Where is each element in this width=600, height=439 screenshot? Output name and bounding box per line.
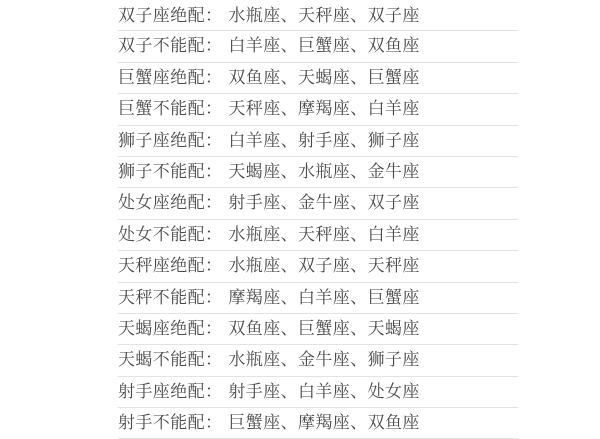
list-item-value: 白羊座、射手座、狮子座 <box>228 130 420 151</box>
list-item-label: 狮子不能配： <box>118 161 223 182</box>
list-item-label: 双子座绝配： <box>118 6 223 26</box>
list-item <box>118 94 518 125</box>
list-item-value: 天蝎座、水瓶座、金牛座 <box>228 161 420 182</box>
list-item-value: 水瓶座、天秤座、双子座 <box>228 6 420 26</box>
list-item <box>118 408 518 439</box>
list-item-value: 射手座、金牛座、双子座 <box>228 193 420 214</box>
list-item-value: 摩羯座、白羊座、巨蟹座 <box>228 287 420 308</box>
list-item-label: 射手不能配： <box>118 413 223 434</box>
top-edge-mask <box>0 0 600 2</box>
list-item-label: 天秤不能配： <box>118 287 223 308</box>
list-item-label: 巨蟹不能配： <box>118 99 223 120</box>
list-item-value: 水瓶座、双子座、天秤座 <box>228 256 420 277</box>
list-item-label: 狮子座绝配： <box>118 130 223 151</box>
list-item <box>118 283 518 314</box>
list-item-label: 天秤座绝配： <box>118 256 223 277</box>
zodiac-compatibility-list <box>118 0 518 439</box>
list-item <box>118 314 518 345</box>
list-item-value: 双鱼座、天蝎座、巨蟹座 <box>228 67 420 88</box>
list-item-value: 射手座、白羊座、处女座 <box>228 381 420 402</box>
list-item <box>118 188 518 219</box>
list-item-value: 水瓶座、天秤座、白羊座 <box>228 224 420 245</box>
list-item-value: 白羊座、巨蟹座、双鱼座 <box>228 36 420 57</box>
list-item-value: 天秤座、摩羯座、白羊座 <box>228 99 420 120</box>
list-item <box>118 63 518 94</box>
list-item-value: 双鱼座、巨蟹座、天蝎座 <box>228 318 420 339</box>
list-item <box>118 157 518 188</box>
list-item-value: 水瓶座、金牛座、狮子座 <box>228 350 420 371</box>
list-item <box>118 0 518 31</box>
list-item-value: 巨蟹座、摩羯座、双鱼座 <box>228 413 420 434</box>
list-item <box>118 126 518 157</box>
list-item <box>118 377 518 408</box>
list-item <box>118 345 518 376</box>
list-item-label: 天蝎座绝配： <box>118 318 223 339</box>
list-item <box>118 220 518 251</box>
list-item-label: 双子不能配： <box>118 36 223 57</box>
list-item-label: 处女座绝配： <box>118 193 223 214</box>
list-item <box>118 251 518 282</box>
list-item-label: 处女不能配： <box>118 224 223 245</box>
list-item-label: 射手座绝配： <box>118 381 223 402</box>
list-item-label: 巨蟹座绝配： <box>118 67 223 88</box>
list-item-label: 天蝎不能配： <box>118 350 223 371</box>
list-item <box>118 31 518 62</box>
